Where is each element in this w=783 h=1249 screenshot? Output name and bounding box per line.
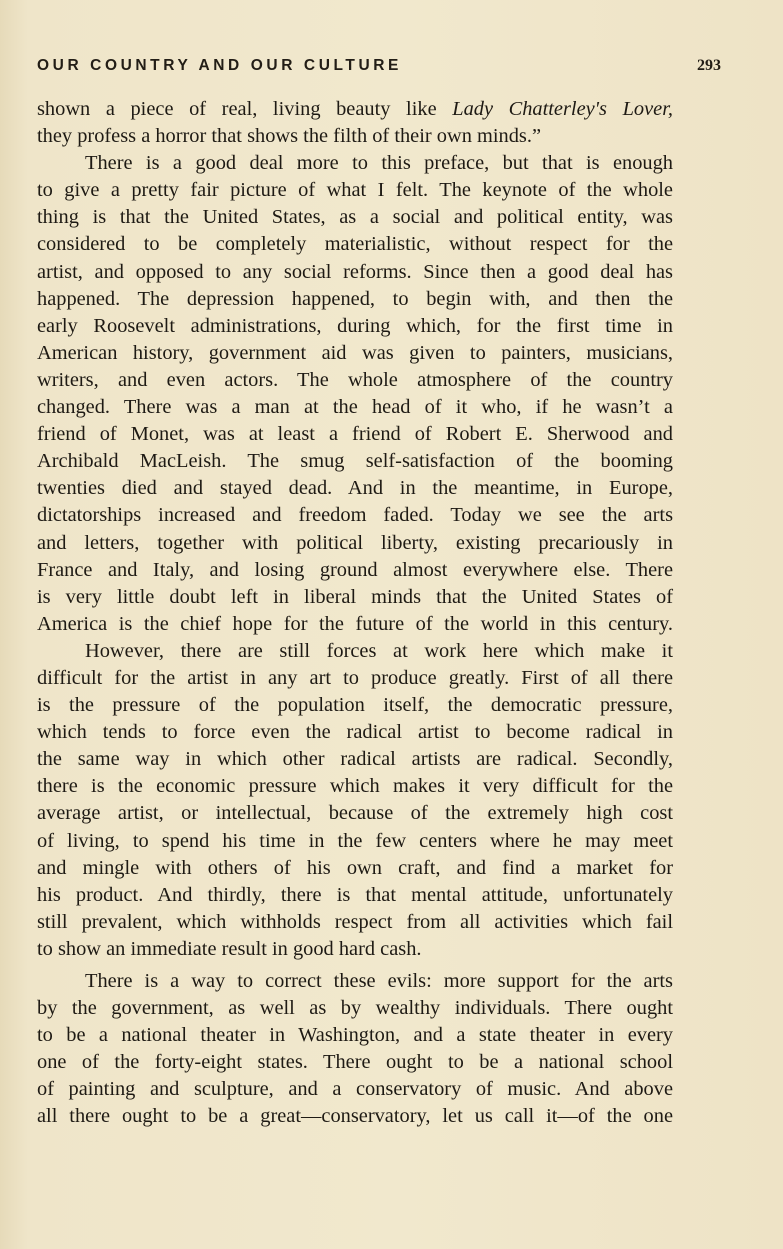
paragraph-line: of living, to spend his time in the few centers where he may meet bbox=[37, 829, 673, 852]
paragraph-line: is very little doubt left in liberal minds that the United States of bbox=[37, 585, 673, 608]
paragraph-line: which tends to force even the radical artist to become radical in bbox=[37, 721, 673, 744]
paragraph-line: friend of Monet, was at least a friend of Robert E. Sherwood and bbox=[37, 423, 673, 446]
paragraph-line: happened. The depression happened, to begin with, and then the bbox=[37, 287, 673, 310]
body-text bbox=[37, 96, 673, 1131]
paragraph-line: still prevalent, which withholds respect from all activities which fail bbox=[37, 910, 673, 933]
paragraph-line: and letters, together with political liberty, existing precariously in bbox=[37, 531, 673, 554]
paragraph-line: France and Italy, and losing ground almost everywhere else. There bbox=[37, 558, 673, 581]
paragraph: shown a piece of real, living beauty like Lady Chatterley's Lover, bbox=[37, 98, 673, 120]
paragraph-line: they profess a horror that shows the filth of their own minds.” bbox=[37, 125, 542, 148]
paragraph-line: and mingle with others of his own craft, and find a market for bbox=[37, 856, 673, 879]
paragraph-line: to show an immediate result in good hard cash. bbox=[37, 937, 422, 960]
paragraph-line: There is a good deal more to this preface, but that is enough bbox=[85, 152, 673, 175]
paragraph-line: changed. There was a man at the head of it who, if he wasn’t a bbox=[37, 396, 673, 419]
paragraph-line: his product. And thirdly, there is that mental attitude, unfortunately bbox=[37, 883, 673, 906]
paragraph-line: early Roosevelt administrations, during which, for the first time in bbox=[37, 314, 673, 337]
paragraph-line: one of the forty-eight states. There ought to be a national school bbox=[37, 1051, 673, 1074]
paragraph-line: difficult for the artist in any art to produce greatly. First of all there bbox=[37, 666, 673, 689]
book-title: Lady Chatterley's Lover, bbox=[452, 98, 673, 120]
paragraph-line: by the government, as well as by wealthy individuals. There ought bbox=[37, 997, 673, 1020]
page-number: 293 bbox=[697, 57, 721, 74]
paragraph-line: However, there are still forces at work here which make it bbox=[85, 639, 673, 662]
paragraph-line: thing is that the United States, as a social and political entity, was bbox=[37, 206, 673, 229]
paragraph-line: there is the economic pressure which makes it very difficult for the bbox=[37, 775, 673, 798]
paragraph-line: to give a pretty fair picture of what I felt. The keynote of the whole bbox=[37, 179, 673, 202]
paragraph-line: There is a way to correct these evils: more support for the arts bbox=[85, 970, 673, 992]
paragraph-line: American history, government aid was given to painters, musicians, bbox=[37, 341, 673, 364]
paragraph-line: the same way in which other radical artists are radical. Secondly, bbox=[37, 748, 673, 771]
paragraph-line: dictatorships increased and freedom faded. Today we see the arts bbox=[37, 504, 673, 527]
paragraph-line: Archibald MacLeish. The smug self-satisfaction of the booming bbox=[37, 450, 673, 473]
running-head bbox=[37, 57, 721, 81]
running-head-title: OUR COUNTRY AND OUR CULTURE bbox=[37, 57, 402, 74]
paragraph-line: average artist, or intellectual, because of the extremely high cost bbox=[37, 802, 673, 825]
paragraph-line: writers, and even actors. The whole atmosphere of the country bbox=[37, 368, 673, 391]
paragraph-line: twenties died and stayed dead. And in the meantime, in Europe, bbox=[37, 477, 673, 500]
paragraph-line: America is the chief hope for the future of the world in this century. bbox=[37, 612, 673, 635]
paragraph-line: of painting and sculpture, and a conservatory of music. And above bbox=[37, 1078, 673, 1101]
paragraph-line: artist, and opposed to any social reforms. Since then a good deal has bbox=[37, 260, 673, 283]
paragraph-line: to be a national theater in Washington, and a state theater in every bbox=[37, 1024, 673, 1047]
paragraph-line: considered to be completely materialistic, without respect for the bbox=[37, 233, 673, 256]
paragraph-line: is the pressure of the population itself, the democratic pressure, bbox=[37, 694, 673, 717]
paragraph-line: all there ought to be a great—conservatory, let us call it—of the one bbox=[37, 1105, 673, 1128]
